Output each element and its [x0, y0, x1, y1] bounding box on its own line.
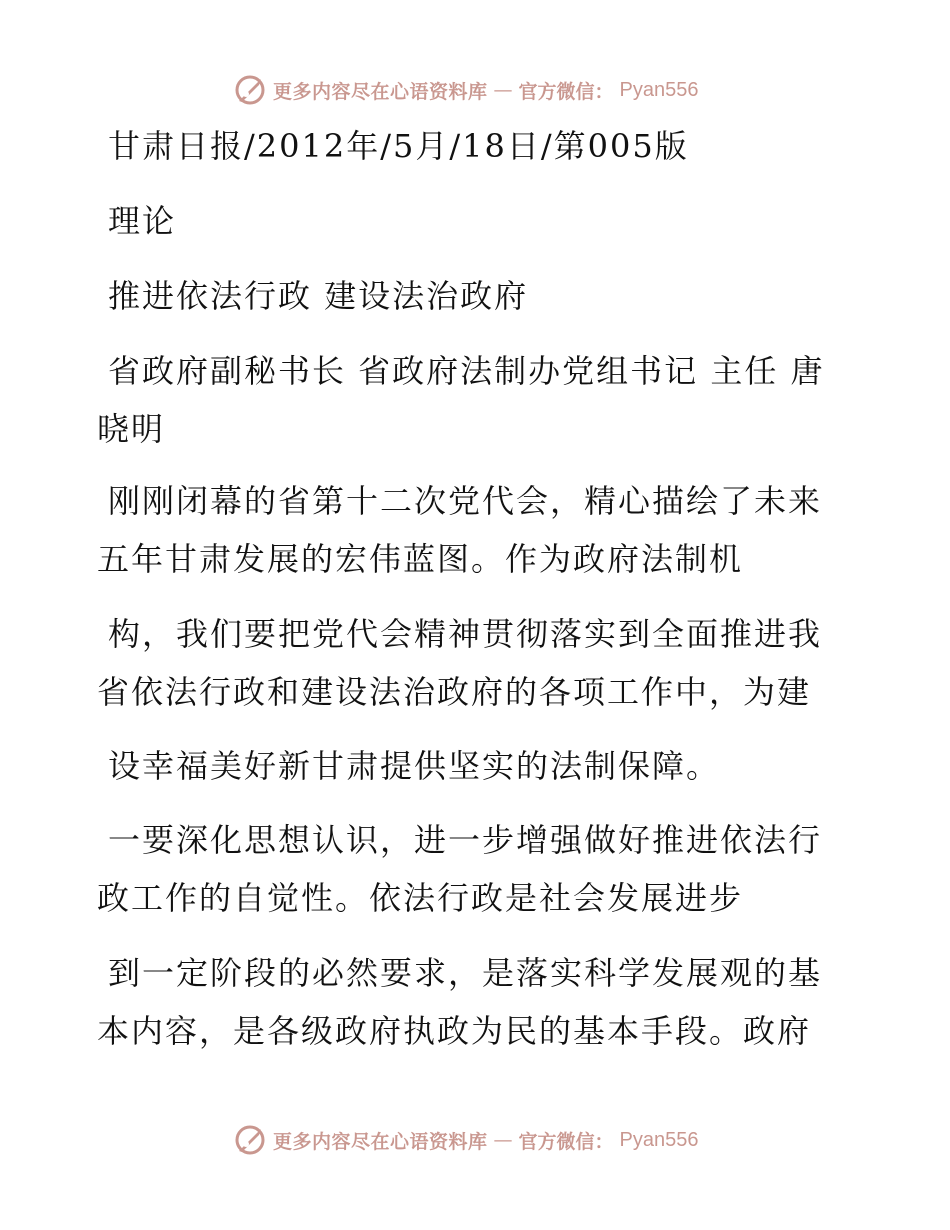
footer-banner	[233, 1120, 699, 1160]
body-line: 设幸福美好新甘肃提供坚实的法制保障。	[108, 747, 721, 785]
banner-main-text: 更多内容尽在心语资料库	[273, 1130, 488, 1153]
body-line: 五年甘肃发展的宏伟蓝图。作为政府法制机	[97, 540, 744, 578]
body-line: 到一定阶段的必然要求，是落实科学发展观的基	[108, 954, 823, 992]
body-line: 本内容，是各级政府执政为民的基本手段。政府	[97, 1012, 812, 1050]
section-label: 理论	[108, 202, 177, 240]
banner-wechat-label: 官方微信：	[518, 80, 614, 103]
header-banner	[233, 70, 699, 110]
article-title: 推进依法行政 建设法治政府	[108, 277, 529, 315]
body-line: 刚刚闭幕的省第十二次党代会，精心描绘了未来	[108, 482, 823, 520]
banner-separator: —	[493, 79, 513, 101]
banner-wechat-label: 官方微信：	[518, 1130, 614, 1153]
source-line: 甘肃日报/2012年/5月/18日/第005版	[108, 127, 689, 165]
body-line: 省依法行政和建设法治政府的各项工作中，为建	[97, 673, 812, 711]
banner-wechat-id: Pyan556	[619, 78, 699, 101]
author-line-1: 省政府副秘书长 省政府法制办党组书记 主任 唐	[108, 352, 825, 390]
banner-wechat-id: Pyan556	[619, 1128, 699, 1151]
pen-circle-logo-icon	[233, 73, 267, 107]
banner-main-text: 更多内容尽在心语资料库	[273, 80, 488, 103]
pen-circle-logo-icon	[233, 1123, 267, 1157]
body-line: 构，我们要把党代会精神贯彻落实到全面推进我	[108, 615, 823, 653]
banner-separator: —	[493, 1129, 513, 1151]
body-line: 一要深化思想认识，进一步增强做好推进依法行	[108, 821, 823, 859]
body-line: 政工作的自觉性。依法行政是社会发展进步	[97, 879, 744, 917]
author-line-2: 晓明	[97, 410, 166, 448]
